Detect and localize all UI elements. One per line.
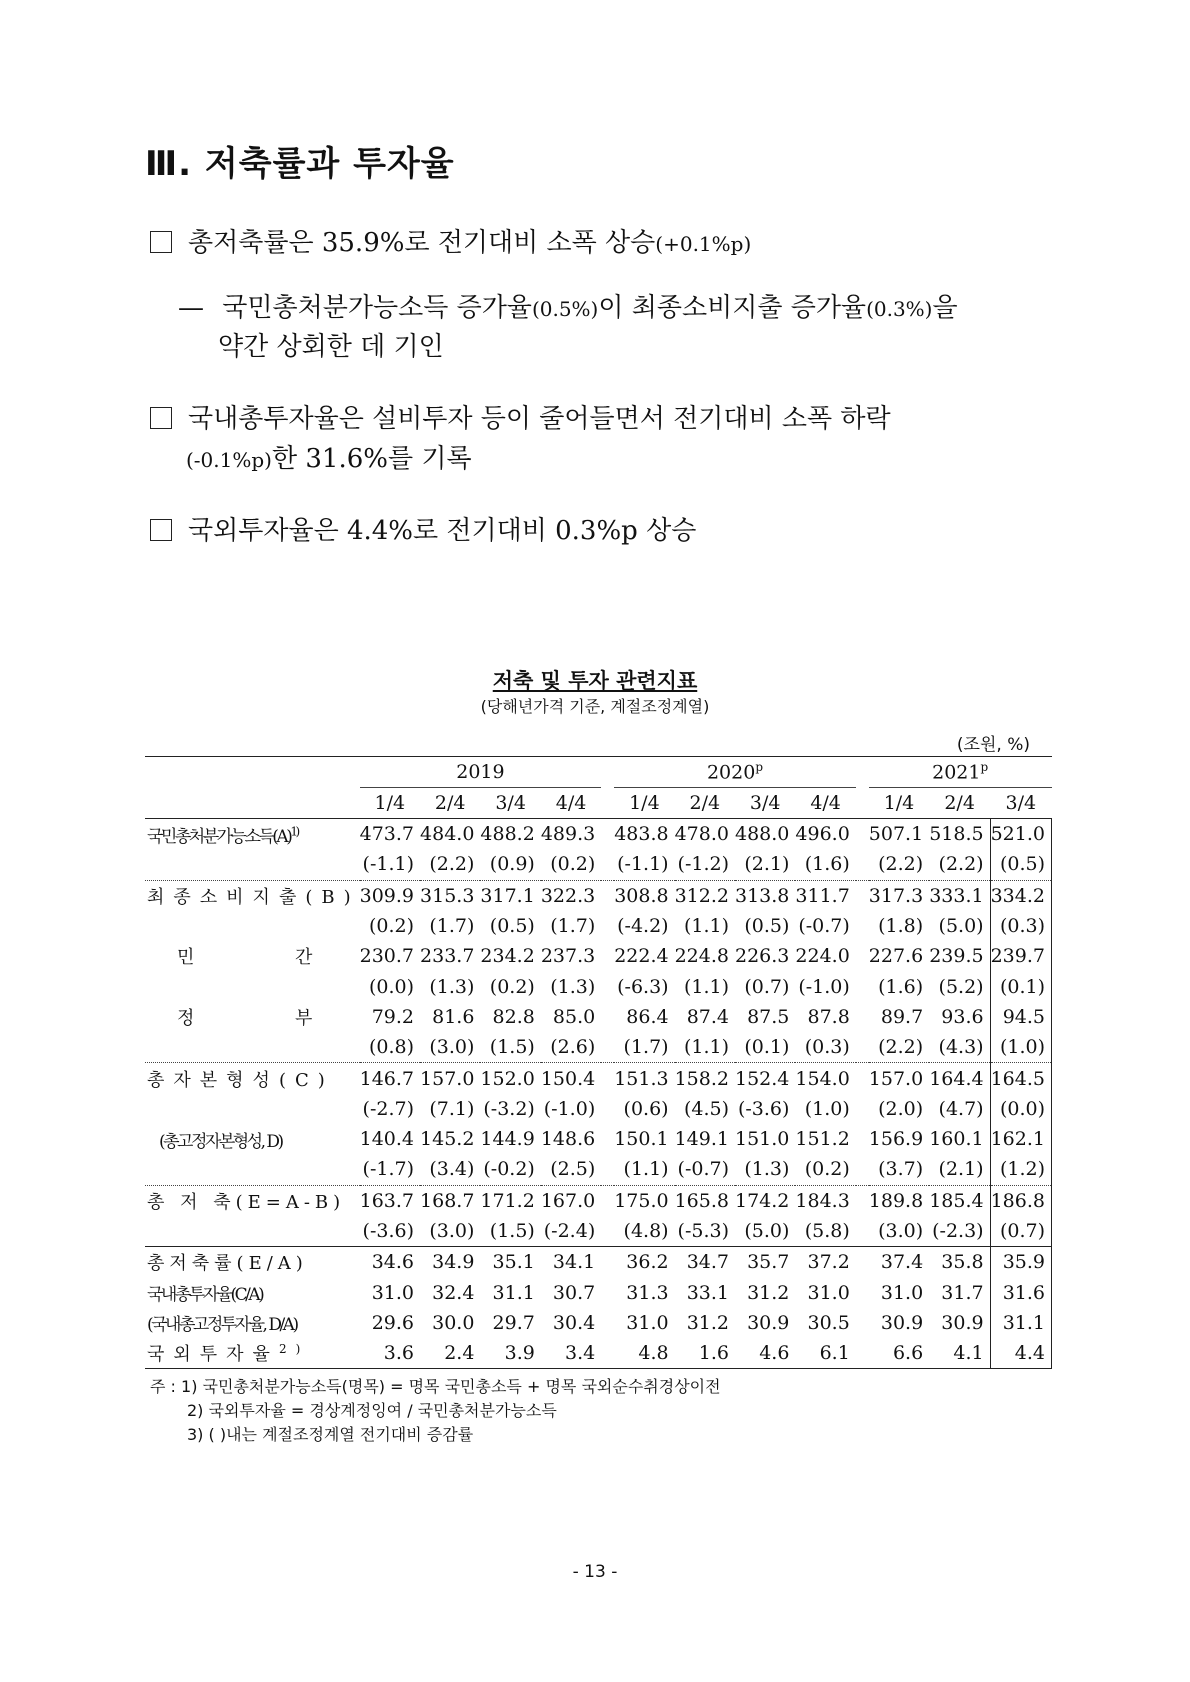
- table-cell: (0.2): [489, 975, 535, 998]
- table-cell: (1.5): [489, 1036, 535, 1059]
- table-cell: 31.2: [686, 1311, 729, 1334]
- table-cell: 151.0: [735, 1128, 790, 1151]
- row-label: [145, 1216, 360, 1247]
- table-cell: 488.2: [480, 823, 535, 846]
- table-cell: 145.2: [420, 1128, 475, 1151]
- table-cell: 148.6: [540, 1128, 596, 1151]
- bullet-text: 한 31.6%를 기록: [271, 444, 472, 474]
- table-cell: (-1.0): [798, 975, 850, 998]
- indicator-table: [145, 756, 1052, 1369]
- table-cell: (1.7): [429, 915, 475, 938]
- table-cell: 35.8: [929, 1247, 990, 1278]
- row-label: [145, 1032, 360, 1063]
- table-cell: (0.7): [744, 975, 790, 998]
- row-label: 국민총처분가능소득$(A)^{1)}$: [147, 823, 298, 847]
- table-cell: 31.0: [626, 1311, 669, 1334]
- footnotes: [150, 1375, 721, 1447]
- table-cell: (0.1): [990, 971, 1051, 1001]
- table-cell: (-1.1): [362, 853, 415, 876]
- table-cell: (4.7): [938, 1097, 984, 1120]
- footnote-3: 3) ( )내는 계절조정계열 전기대비 증감률: [187, 1425, 474, 1444]
- table-cell: 140.4: [359, 1128, 415, 1151]
- sub-bullet-line2: 약간 상회한 데 기인: [218, 332, 444, 362]
- table-row: [145, 941, 1052, 971]
- table-cell: (1.2): [990, 1154, 1051, 1185]
- table-cell: 31.0: [371, 1281, 415, 1304]
- sub-bullet-part1: 국민총처분가능소득 증가율: [222, 293, 532, 323]
- table-cell: (2.2): [429, 853, 475, 876]
- table-row: [145, 911, 1052, 941]
- row-label: [145, 849, 360, 880]
- table-cell: 227.6: [868, 945, 924, 968]
- sub-bullet-paren2: (0.3%): [866, 297, 933, 321]
- table-row: [145, 1002, 1052, 1032]
- table-row: [145, 1032, 1052, 1063]
- sub-bullet-part2: 이 최종소비지출 증가율: [598, 293, 867, 323]
- table-cell: (0.5): [744, 915, 790, 938]
- table-cell: (0.0): [368, 975, 415, 998]
- table-cell: 85.0: [552, 1005, 596, 1028]
- table-cell: (1.3): [429, 975, 475, 998]
- table-cell: (5.0): [938, 915, 984, 938]
- table-cell: 2.4: [420, 1338, 480, 1369]
- table-cell: 317.3: [869, 880, 929, 911]
- dash-glyph: —: [178, 293, 204, 323]
- table-cell: (1.3): [550, 975, 596, 998]
- table-cell: (-1.1): [617, 853, 669, 876]
- table-cell: 185.4: [929, 1185, 990, 1216]
- bullet-foreign-investment-rate: [150, 510, 696, 547]
- table-cell: 144.9: [480, 1128, 535, 1151]
- quarter-header: 2/4: [420, 788, 480, 819]
- quarter-header: 4/4: [795, 788, 855, 819]
- row-label: (국내총고정투자율, D/A): [147, 1315, 297, 1336]
- table-cell: (3.4): [429, 1158, 475, 1181]
- row-label: 총저축률(E/A): [145, 1247, 360, 1278]
- table-cell: 160.1: [929, 1128, 984, 1151]
- table-cell: 222.4: [614, 945, 669, 968]
- table-cell: (0.3): [804, 1036, 850, 1059]
- table-cell: 30.9: [880, 1311, 924, 1334]
- table-cell: 4.6: [735, 1338, 795, 1369]
- table-cell: 29.6: [371, 1311, 415, 1334]
- table-cell: 315.3: [420, 880, 480, 911]
- table-title: 저축 및 투자 관련지표: [492, 669, 698, 693]
- table-cell: 224.0: [795, 945, 850, 968]
- table-cell: 31.0: [807, 1281, 850, 1304]
- table-cell: 1.6: [675, 1338, 735, 1369]
- table-cell: 31.1: [492, 1281, 535, 1304]
- bullet-total-saving-rate: [150, 222, 751, 259]
- table-cell: 507.1: [868, 823, 924, 846]
- table-cell: 4.8: [614, 1338, 674, 1369]
- table-cell: 496.0: [795, 823, 850, 846]
- year-2019: 2019: [360, 757, 602, 788]
- table-row: [145, 1277, 1052, 1307]
- table-cell: 86.4: [626, 1005, 669, 1028]
- table-cell: 31.2: [747, 1281, 790, 1304]
- table-cell: 37.2: [795, 1247, 855, 1278]
- table-cell: 234.2: [480, 945, 535, 968]
- table-cell: 82.8: [492, 1005, 535, 1028]
- quarter-header: 3/4: [990, 788, 1051, 819]
- bullet-domestic-investment-rate-line2: [186, 438, 472, 475]
- table-cell: 165.8: [675, 1185, 735, 1216]
- checkbox-square-icon: [150, 407, 172, 429]
- table-cell: 31.3: [626, 1281, 669, 1304]
- table-cell: 171.2: [480, 1185, 540, 1216]
- table-cell: 6.6: [869, 1338, 929, 1369]
- table-cell: 31.6: [990, 1277, 1051, 1307]
- table-cell: 79.2: [371, 1005, 415, 1028]
- table-cell: (4.5): [683, 1097, 729, 1120]
- table-cell: (3.0): [429, 1036, 475, 1059]
- row-label: [145, 911, 360, 941]
- table-row: [145, 1154, 1052, 1185]
- table-cell: 81.6: [432, 1005, 475, 1028]
- row-label: [145, 971, 360, 1001]
- table-cell: (0.8): [368, 1036, 415, 1059]
- table-cell: 473.7: [359, 823, 415, 846]
- table-row: [145, 1185, 1052, 1216]
- table-cell: (-5.3): [677, 1220, 729, 1242]
- table-cell: (2.6): [550, 1036, 596, 1059]
- table-cell: 87.4: [686, 1005, 729, 1028]
- table-cell: 224.8: [674, 945, 729, 968]
- checkbox-square-icon: [150, 519, 172, 541]
- table-row: [145, 971, 1052, 1001]
- table-cell: 164.4: [929, 1063, 990, 1094]
- table-cell: 93.6: [941, 1005, 984, 1028]
- table-cell: 30.9: [747, 1311, 790, 1334]
- table-row: [145, 1094, 1052, 1124]
- table-cell: 311.7: [795, 880, 855, 911]
- table-cell: 33.1: [686, 1281, 729, 1304]
- table-cell: (-1.7): [362, 1158, 415, 1181]
- table-cell: (0.3): [990, 911, 1051, 941]
- table-cell: 89.7: [880, 1005, 924, 1028]
- table-cell: (0.5): [489, 915, 535, 938]
- table-cell: 152.0: [480, 1063, 540, 1094]
- table-cell: 3.9: [480, 1338, 540, 1369]
- sub-bullet-line1: [178, 287, 958, 324]
- quarter-header: 4/4: [541, 788, 601, 819]
- table-cell: 35.1: [480, 1247, 540, 1278]
- table-cell: (1.1): [683, 975, 729, 998]
- table-row: [145, 819, 1052, 850]
- quarter-header: 1/4: [614, 788, 674, 819]
- table-cell: (0.2): [804, 1158, 850, 1181]
- table-cell: (0.7): [990, 1216, 1051, 1247]
- table-cell: 184.3: [795, 1185, 855, 1216]
- table-cell: (1.6): [804, 853, 850, 876]
- table-cell: 150.4: [541, 1063, 601, 1094]
- table-cell: (-2.4): [543, 1220, 596, 1242]
- table-cell: 3.6: [360, 1338, 420, 1369]
- table-cell: 29.7: [492, 1311, 535, 1334]
- table-cell: (3.0): [878, 1220, 924, 1242]
- quarter-header-row: [145, 788, 1052, 819]
- table-row: [145, 1308, 1052, 1338]
- table-cell: 317.1: [480, 880, 540, 911]
- table-cell: 157.0: [420, 1063, 480, 1094]
- table-cell: 484.0: [420, 823, 475, 846]
- table-cell: 34.1: [541, 1247, 601, 1278]
- row-label: 국외투자율$^{2)}$: [145, 1338, 360, 1369]
- table-cell: (4.3): [938, 1036, 984, 1059]
- table-cell: (0.6): [623, 1097, 669, 1120]
- table-cell: (5.2): [938, 975, 984, 998]
- table-cell: (1.5): [489, 1220, 535, 1242]
- table-cell: 30.9: [941, 1311, 984, 1334]
- table-cell: 174.2: [735, 1185, 795, 1216]
- table-cell: (0.5): [990, 849, 1051, 880]
- quarter-header: 1/4: [869, 788, 929, 819]
- table-cell: 149.1: [674, 1128, 729, 1151]
- table-cell: (2.0): [878, 1097, 924, 1120]
- row-label: (총고정자본형성, D): [159, 1131, 282, 1152]
- table-row: [145, 849, 1052, 880]
- row-label: 최종소비지출(B): [145, 880, 360, 911]
- table-row: [145, 1124, 1052, 1154]
- table-cell: 233.7: [420, 945, 475, 968]
- table-cell: 483.8: [614, 823, 669, 846]
- footnote-2: 2) 국외투자율 = 경상계정잉여 / 국민총처분가능소득: [187, 1401, 557, 1420]
- table-cell: (1.1): [623, 1158, 669, 1181]
- row-label: [145, 1154, 360, 1185]
- table-cell: (2.2): [938, 853, 984, 876]
- table-cell: (0.1): [744, 1036, 790, 1059]
- table-cell: 36.2: [614, 1247, 674, 1278]
- table-cell: 30.4: [552, 1311, 596, 1334]
- table-cell: 150.1: [614, 1128, 669, 1151]
- table-cell: 30.7: [552, 1281, 596, 1304]
- footnote-1: 주 : 1) 국민총처분가능소득(명목) = 명목 국민총소득 + 명목 국외순수취경상이전: [150, 1377, 721, 1396]
- section-heading: Ⅲ. 저축률과 투자율: [145, 144, 455, 184]
- sub-bullet-part3: 을: [932, 293, 958, 323]
- table-cell: (2.2): [878, 1036, 924, 1059]
- table-cell: (0.0): [990, 1094, 1051, 1124]
- table-cell: 226.3: [735, 945, 790, 968]
- table-cell: 162.1: [990, 1124, 1051, 1154]
- table-cell: 94.5: [990, 1002, 1051, 1032]
- table-cell: 4.1: [929, 1338, 990, 1369]
- table-cell: (1.6): [878, 975, 924, 998]
- row-label: 총자본형성(C): [145, 1063, 360, 1094]
- table-cell: 164.5: [990, 1063, 1051, 1094]
- table-cell: 87.8: [807, 1005, 850, 1028]
- table-cell: 30.5: [807, 1311, 850, 1334]
- table-cell: 34.9: [420, 1247, 480, 1278]
- year-2020: 2020$^p$: [614, 757, 856, 788]
- bullet-paren: (-0.1%p): [186, 448, 272, 472]
- bullet-text: 국내총투자율은 설비투자 등이 줄어들면서 전기대비 소폭 하락: [188, 404, 891, 434]
- table-body: [145, 819, 1052, 1369]
- table-cell: 237.3: [540, 945, 596, 968]
- table-cell: 230.7: [359, 945, 415, 968]
- table-cell: (-6.3): [617, 975, 669, 998]
- bullet-domestic-investment-rate: [150, 398, 891, 435]
- row-label: 민 간: [177, 947, 312, 969]
- table-cell: (1.0): [804, 1097, 850, 1120]
- table-cell: (2.1): [938, 1158, 984, 1181]
- table-cell: 34.7: [675, 1247, 735, 1278]
- table-cell: (2.1): [744, 853, 790, 876]
- table-cell: (-0.2): [483, 1158, 535, 1181]
- table-cell: 168.7: [420, 1185, 480, 1216]
- table-cell: (1.1): [683, 1036, 729, 1059]
- table-cell: 239.5: [929, 945, 984, 968]
- year-header-row: [145, 757, 1052, 788]
- table-row: [145, 1063, 1052, 1094]
- table-cell: 308.8: [614, 880, 674, 911]
- table-cell: 37.4: [869, 1247, 929, 1278]
- table-cell: 488.0: [735, 823, 790, 846]
- table-cell: 156.9: [868, 1128, 924, 1151]
- quarter-header: 2/4: [675, 788, 735, 819]
- table-subtitle: (당해년가격 기준, 계절조정계열): [480, 697, 710, 716]
- table-cell: (5.8): [804, 1220, 850, 1242]
- table-cell: (1.8): [878, 915, 924, 938]
- table-cell: 3.4: [541, 1338, 601, 1369]
- table-cell: (0.2): [368, 915, 415, 938]
- table-cell: (-0.7): [798, 915, 850, 938]
- table-cell: 158.2: [675, 1063, 735, 1094]
- table-cell: 4.4: [990, 1338, 1051, 1369]
- quarter-header: 3/4: [735, 788, 795, 819]
- table-cell: (3.0): [429, 1220, 475, 1242]
- table-cell: 175.0: [614, 1185, 674, 1216]
- table-row: [145, 880, 1052, 911]
- table-cell: 35.9: [990, 1247, 1051, 1278]
- table-cell: 334.2: [990, 880, 1051, 911]
- table-cell: 186.8: [990, 1185, 1051, 1216]
- table-cell: (-2.7): [362, 1097, 415, 1120]
- table-cell: 31.0: [880, 1281, 924, 1304]
- table-cell: 239.7: [990, 941, 1051, 971]
- table-cell: 333.1: [929, 880, 990, 911]
- table-cell: (-3.2): [483, 1097, 535, 1120]
- checkbox-square-icon: [150, 231, 172, 253]
- table-cell: (7.1): [429, 1097, 475, 1120]
- table-row: [145, 1247, 1052, 1278]
- table-cell: 151.3: [614, 1063, 674, 1094]
- table-row: [145, 1338, 1052, 1369]
- table-cell: 6.1: [795, 1338, 855, 1369]
- table-cell: (1.1): [683, 915, 729, 938]
- table-unit: (조원, %): [956, 735, 1030, 755]
- table-cell: 309.9: [360, 880, 420, 911]
- table-cell: 87.5: [747, 1005, 790, 1028]
- table-cell: (-0.7): [677, 1158, 729, 1181]
- bullet-text: 총저축률은 35.9%로 전기대비 소폭 상승: [188, 228, 656, 258]
- quarter-header: 3/4: [480, 788, 540, 819]
- table-cell: (1.0): [990, 1032, 1051, 1063]
- table-cell: 154.0: [795, 1063, 855, 1094]
- quarter-header: 1/4: [360, 788, 420, 819]
- table-cell: 152.4: [735, 1063, 795, 1094]
- row-label: 정 부: [177, 1007, 312, 1029]
- table-cell: 489.3: [540, 823, 596, 846]
- table-cell: (-3.6): [737, 1097, 790, 1120]
- row-label: [145, 1094, 360, 1124]
- table-cell: (-1.0): [543, 1097, 596, 1120]
- table-cell: 157.0: [869, 1063, 929, 1094]
- table-cell: (5.0): [744, 1220, 790, 1242]
- table-cell: (3.7): [878, 1158, 924, 1181]
- table-cell: 313.8: [735, 880, 795, 911]
- table-cell: (0.9): [489, 853, 535, 876]
- table-row: [145, 1216, 1052, 1247]
- table-cell: 521.0: [990, 819, 1051, 850]
- table-cell: 189.8: [869, 1185, 929, 1216]
- quarter-header: 2/4: [929, 788, 990, 819]
- table-cell: (-4.2): [617, 915, 669, 938]
- table-cell: 31.7: [941, 1281, 984, 1304]
- table-cell: (2.5): [550, 1158, 596, 1181]
- table-cell: (0.2): [550, 853, 596, 876]
- table-cell: (-3.6): [362, 1220, 415, 1242]
- table-cell: 32.4: [432, 1281, 475, 1304]
- row-label: 국내총투자율(C/A): [147, 1285, 263, 1306]
- bullet-paren: (+0.1%p): [655, 232, 752, 256]
- table-cell: 146.7: [360, 1063, 420, 1094]
- table-cell: (-1.2): [677, 853, 729, 876]
- table-cell: 518.5: [929, 823, 984, 846]
- table-cell: 34.6: [360, 1247, 420, 1278]
- table-cell: (1.7): [550, 915, 596, 938]
- bullet-text: 국외투자율은 4.4%로 전기대비 0.3%p 상승: [188, 516, 697, 546]
- table-cell: 151.2: [795, 1128, 850, 1151]
- table-cell: 167.0: [541, 1185, 601, 1216]
- table-cell: 35.7: [735, 1247, 795, 1278]
- table-cell: (4.8): [623, 1220, 669, 1242]
- page-number: - 13 -: [572, 1562, 618, 1582]
- table-cell: 31.1: [990, 1308, 1051, 1338]
- row-label: 총 저 축(E=A-B): [145, 1185, 360, 1216]
- table-cell: (1.3): [744, 1158, 790, 1181]
- table-cell: 312.2: [675, 880, 735, 911]
- sub-bullet-paren1: (0.5%): [531, 297, 599, 321]
- table-cell: (1.7): [623, 1036, 669, 1059]
- table-cell: 322.3: [541, 880, 601, 911]
- table-cell: 30.0: [432, 1311, 475, 1334]
- table-cell: 478.0: [674, 823, 729, 846]
- table-cell: (2.2): [878, 853, 924, 876]
- table-cell: (-2.3): [932, 1220, 984, 1242]
- year-2021: 2021$^p$: [869, 757, 1052, 788]
- table-cell: 163.7: [360, 1185, 420, 1216]
